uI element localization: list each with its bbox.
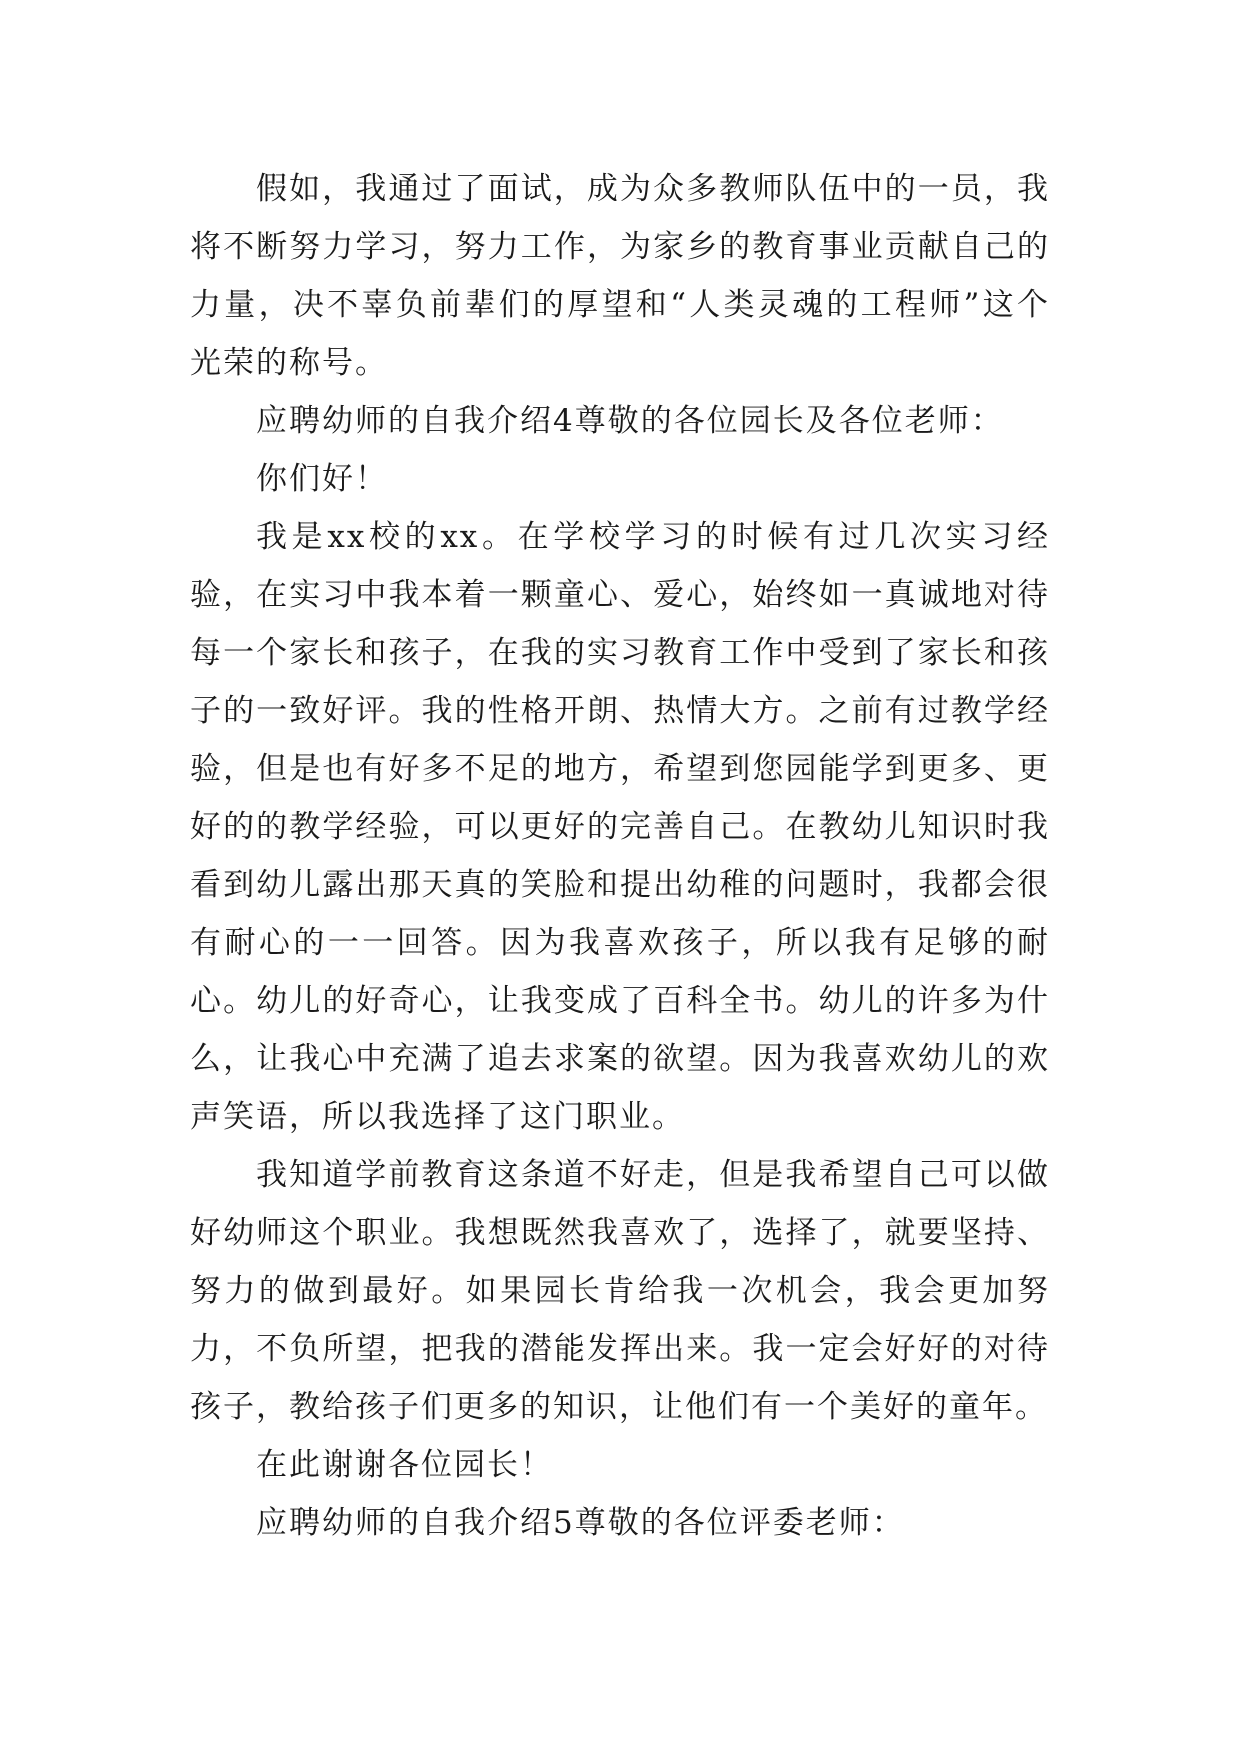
paragraph-greeting: 你们好！ [256,461,388,497]
paragraph-intro-5-heading: 应聘幼师的自我介绍5尊敬的各位评委老师： [256,1505,905,1541]
paragraph-thanks: 在此谢谢各位园长！ [256,1447,553,1483]
paragraph-interview-pledge: 假如，我通过了面试，成为众多教师队伍中的一员，我将不断努力学习，努力工作，为家乡的教育事业贡献自己的力量，决不辜负前辈们的厚望和“人类灵魂的工程师”这个光荣的称号。 [190,171,1050,381]
document-body [190,160,1050,1552]
paragraph-experience: 我是xx校的xx。在学校学习的时候有过几次实习经验，在实习中我本着一颗童心、爱心，始终如一真诚地对待每一个家长和孩子，在我的实习教育工作中受到了家长和孩子的一致好评。我的性格开朗、热情大方。之前有过教学经验，但是也有好多不足的地方，希望到您园能学到更多、更好的的教学经验，可以更好的完善自己。在教幼儿知识时我看到幼儿露出那天真的笑脸和提出幼稚的问题时，我都会很有耐心的一一回答。因为我喜欢孩子，所以我有足够的耐心。幼儿的好奇心，让我变成了百科全书。幼儿的许多为什么，让我心中充满了追去求案的欲望。因为我喜欢幼儿的欢声笑语，所以我选择了这门职业。 [190,519,1050,1135]
paragraph-commitment: 我知道学前教育这条道不好走，但是我希望自己可以做好幼师这个职业。我想既然我喜欢了，选择了，就要坚持、努力的做到最好。如果园长肯给我一次机会，我会更加努力，不负所望，把我的潜能发挥出来。我一定会好好的对待孩子，教给孩子们更多的知识，让他们有一个美好的童年。 [190,1157,1050,1425]
paragraph-intro-4-heading: 应聘幼师的自我介绍4尊敬的各位园长及各位老师： [256,403,1004,439]
